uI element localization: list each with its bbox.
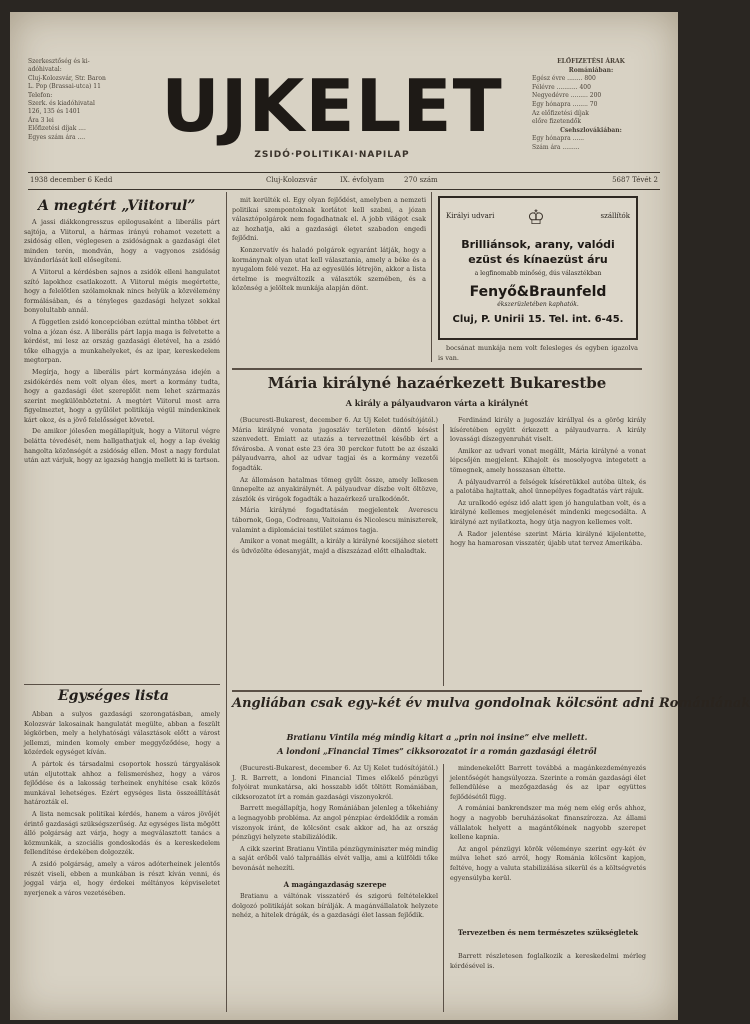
ad-below-text xyxy=(438,344,638,366)
left-info-line: Cluj-Kolozsvár, Str. Baron xyxy=(28,74,106,82)
article-title-viitorul: A megtért „Viitorul” xyxy=(38,198,196,214)
column-rule xyxy=(443,424,444,686)
masthead-right-prices xyxy=(532,58,650,153)
paragraph: A pályaudvarról a felségek kíséretükkel autóba ültek, és a palotába hajtattak, ahol ünnepélyes fogadtatás várt rájuk. xyxy=(450,477,646,496)
ad-line-5: ékszerüzletében kaphatók. xyxy=(497,301,579,308)
paragraph: A független zsidó koncepcióban ezúttal mintha többet ért volna a józan ész. A liberális párt lapja maga is felvetette a kérdést, mi lesz az ország gazdasági életével, ha a zsidó tőke elhagyja a munkahelyeket, és az ipar, kereskedelem megtorpan. xyxy=(24,317,220,365)
article-title-anglia: Angliában csak egy-két év mulva gondolnak kölcsönt adni Romániának xyxy=(232,696,750,711)
newspaper-subtitle: ZSIDÓ·POLITIKAI·NAPILAP xyxy=(254,150,410,160)
paragraph: (Bucuresti-Bukarest, december 6. Az Uj Kelet tudósítójától.) Mária királyné vonata jugoszláv területen döntő késést szenvedett. Emiatt az utazás a tervezettnél később ért a fővárosba. A vonat este 23 óra 30 perckor futott be az északi pályaudvarra, ahol az udvar tagjai és a kormány vezetői fogadták. xyxy=(232,416,438,472)
paragraph: A Rador jelentése szerint Mária királyné kijelentette, hogy ha hamarosan visszatér, újabb utat tervez Amerikába. xyxy=(450,529,646,548)
left-info-line: Egyes szám ára .... xyxy=(28,133,86,141)
article-body-viitorul xyxy=(24,218,220,680)
paragraph: A jassi diákkongresszus epilogusaként a liberális párt sajtója, a Viitorul, a hármas irányú rohamot vezetett a zsidóság ellen, véglegesen a zsidóságnak a gazdasági élet minden terén, mondván, hogy a vagyonos zsidóság kivándorlását kell elősegíteni. xyxy=(24,218,220,265)
price-line: Romániában: xyxy=(568,66,614,74)
article-subtitle-maria: A király a pályaudvaron várta a királynét xyxy=(345,398,529,408)
section-divider xyxy=(232,690,642,692)
paragraph: (Bucuresti-Bukarest, december 6. Az Uj Kelet tudósítójától.) J. R. Barrett, a londoni Financial Times előkelő pénzügyi folyóirat munkatársa, aki hosszabb időt töltött Romániában, cikksorozatot írt a román gazdasági viszonyokról. xyxy=(232,764,438,801)
paragraph: Ferdinánd király a jugoszláv királlyal és a görög király kíséretében együtt érkezett a pályaudvarra. A király lovassági díszegyenruhát viselt. xyxy=(450,416,646,444)
price-line: Egész évre ........ 800 xyxy=(532,75,596,83)
paragraph: mindenekelőtt Barrett továbbá a magánkezdeményezés jelentőségét hangsúlyozza. Szerinte a román gazdasági élet fellendülése a mezőgazdaság és az ipar együttes fejlődésétől függ. xyxy=(450,764,646,801)
article-subtitle-1: Bratianu Vintila még mindig kitart a „prin noi insine” elve mellett. xyxy=(286,732,588,742)
paragraph: Konzervatív és haladó polgárok egyaránt látják, hogy a kormánynak olyan utat kell választania, amely a béke és a nyugalom felé vezet. Ha az egyesülés létrejön, akkor a lista értelme is megváltozik a választók szemében, és a közönség a jelöltek munkája alapján dönt. xyxy=(232,245,426,293)
right-section-heading: Tervezetben és nem természetes szükségletek xyxy=(457,928,639,937)
dateline-number: 270 szám xyxy=(404,176,438,184)
dateline-year: IX. évfolyam xyxy=(340,176,385,184)
paragraph: Abban a sulyos gazdasági szorongatásban, amely Kolozsvár lakosainak hangulatát megülte, abban a feszült légkörben, mely a helyhatósági választások előtt a várost jellemzi, minden komoly ember meggyőződése, hogy a közérdek egységet kíván. xyxy=(24,710,220,757)
paragraph: Mária királyné fogadtatásán megjelentek Averescu tábornok, Goga, Codreanu, Vaitoianu és Nicolescu miniszterek, valamint a diplomáciai testület számos tagja. xyxy=(232,506,438,534)
price-line: előre fizetendők xyxy=(532,118,582,126)
left-info-line: 126, 135 és 1401 xyxy=(28,108,81,116)
column-rule xyxy=(431,192,432,362)
paragraph: Az angol pénzügyi körök véleménye szerint egy-két év múlva lehet szó arról, hogy Románia kölcsönt kapjon, feltéve, hogy a valuta stabilizálása sikerül és a költségvetés egyensúlyba kerül. xyxy=(450,844,646,882)
paragraph: A cikk szerint Bratianu Vintila pénzügyminiszter még mindig a saját erőből való talpraállás elvét vallja, ami a külföldi tőke bevonását nehezíti. xyxy=(232,844,438,872)
ad-address: Cluj, P. Unirii 15. Tel. int. 6-45. xyxy=(452,314,624,325)
paragraph: A lista nemcsak politikai kérdés, hanem a város jövőjét érintő gazdasági szükségszerűség. Az egységes lista mögött álló polgárság azt várja, hogy a megválasztott tanács a közmunkák, a szociális gondoskodás és a kereskedelem fellendítése érdekében dolgozzék. xyxy=(24,809,220,857)
paragraph: Bratianu a váltónak visszatérő és szigorú feltételekkel dolgozó politikáját sokan bírálják. A magánvállalatok helyzete nehéz, a hitelek drágák, és a gazdasági élet lassan fejlődik. xyxy=(232,892,438,920)
newspaper-title: UJKELET xyxy=(161,64,503,148)
dateline-city: Cluj-Kolozsvár xyxy=(266,176,318,184)
left-info-line: adóhivatal: xyxy=(28,66,62,74)
paragraph: Az állomáson hatalmas tömeg gyűlt össze, amely lelkesen ünnepelte az anyakirálynét. A pályaudvar díszbe volt öltözve, zászlók és virágok fogadták a hazaérkező uralkodónőt. xyxy=(232,475,438,503)
ad-line-1: Brilliánsok, arany, valódi xyxy=(461,238,615,251)
left-info-line: L. Pop (Brassai-utca) 11 xyxy=(28,83,101,91)
paragraph: Amikor a vonat megállt, a király a királyné kocsijához sietett és üdvözölte édesanyját, majd a díszszázad előtt elhaladtak. xyxy=(232,537,438,555)
article-title-egyseges-lista: Egységes lista xyxy=(58,688,169,704)
dateline-right: 5687 Tévét 2 xyxy=(612,176,658,184)
price-line: Szám ára ......... xyxy=(532,143,580,151)
article-body-anglia-col1 xyxy=(232,764,438,878)
article-body-anglia-col2b xyxy=(450,952,646,1012)
masthead-left-info xyxy=(28,58,138,142)
paragraph: Megírja, hogy a liberális párt kormányzása idején a zsidókérdés nem volt olyan éles, mert a kormány tudta, hogy a gazdasági élet szereplőit nem lehet származás szerint megkülönböztetni. A megtért Viitorul most arra figyelmeztet, hogy a gyűlölet politikája végül mindenkinek kárt okoz, és a jövő felelősséget követel. xyxy=(24,367,220,424)
article-body-anglia-col2 xyxy=(450,764,646,926)
article-body-egyseges-lista xyxy=(24,710,220,1012)
left-info-line: Szerk. és kiadóhivatal xyxy=(28,100,95,108)
left-info-line: Ára 3 lei xyxy=(28,116,54,124)
jeweller-advertisement xyxy=(438,196,638,340)
paragraph: mit kerülték el. Egy olyan fejlődést, amelyben a nemzeti politikai szempontoknak korlátot kell szabni, a józan választópolgárok nem fogadhatnak el. A jobb világot csak az hozhatja, aki a gazdasági életet szabadon engedi fejlődni. xyxy=(232,196,426,243)
dateline-date: 1938 december 6 Kedd xyxy=(30,176,113,184)
dateline-bar xyxy=(28,172,660,190)
ad-top-left: Királyi udvari xyxy=(446,212,495,220)
paragraph: Barrett megállapítja, hogy Romániában jelenleg a tőkehiány a legnagyobb probléma. Az angol pénzpiac érdeklődik a román viszonyok iránt, de kölcsönt csak akkor ad, ha az ország pénzügyi helyzete stabilizálódik. xyxy=(232,804,438,842)
price-line: ELŐFIZETÉSI ÁRAK xyxy=(557,58,625,65)
article-body-maria-col1 xyxy=(232,416,438,684)
paragraph: Az uralkodó egész idő alatt igen jó hangulatban volt, és a királyné kellemes megjelenését mindenki megcsodálta. A királyné azt nyilatkozta, hogy útja nagyon kellemes volt. xyxy=(450,498,646,526)
paragraph: A Viitorul a kérdésben sajnos a zsidók elleni hangulatot szító lapokhoz csatlakozott. A Viitorul mégis megértette, hogy a felelőtlen szólamoknak nincs helyük a közvélemény formálásában, és a tényleges gazdasági helyzet sokkal bonyolultabb annál. xyxy=(24,267,220,315)
section-divider xyxy=(24,684,220,685)
price-line: Csehszlovákiában: xyxy=(560,126,622,134)
ad-line-2: ezüst és kínaezüst áru xyxy=(468,253,608,266)
price-line: Egy hónapra ........ 70 xyxy=(532,100,598,108)
article-body-maria-col2 xyxy=(450,416,646,684)
paragraph: bocsánat munkája nem volt felesleges és egyben igazolva is van. xyxy=(438,344,638,362)
paragraph: Barrett részletesen foglalkozik a kereskedelmi mérleg kérdésével is. xyxy=(450,952,646,970)
left-info-line: Előfizetési díjak .... xyxy=(28,125,86,133)
article-body-anglia-col1b xyxy=(232,892,438,1012)
midsection-heading: A magángazdaság szerepe xyxy=(283,880,387,889)
ad-top-right: szállítók xyxy=(600,212,630,220)
left-info-line: Szerkesztőség és ki- xyxy=(28,58,90,65)
ad-line-3: a legfinomabb minőség, dús választékban xyxy=(474,270,602,277)
paragraph: Amikor az udvari vonat megállt, Mária királyné a vonat lépcsőjén megjelent. Kihajolt és mosolyogva integetett a tömegnek, amely hosszasan éltette. xyxy=(450,446,646,474)
price-line: Félévre ........... 400 xyxy=(532,83,591,91)
left-info-line: Telefon: xyxy=(28,91,53,99)
article-continuation xyxy=(232,196,426,362)
price-line: Az előfizetési díjak xyxy=(532,109,589,117)
article-subtitle-2: A londoni „Financial Times” cikksorozatot ir a román gazdasági életről xyxy=(277,746,597,756)
column-rule xyxy=(443,764,444,1012)
price-line: Egy hónapra ...... xyxy=(532,135,585,143)
crown-crest-icon: ♔ xyxy=(527,205,545,229)
newspaper-page xyxy=(10,12,750,1020)
section-divider xyxy=(232,368,642,370)
column-rule xyxy=(226,192,227,1012)
paragraph: De amikor jólesően megállapítjuk, hogy a Viitorul végre belátta tévedését, nem hallgathatjuk el, hogy a lap évekig hangolta közönségét a zsidóság ellen. Most a nagy fordulat után azt várjuk, hogy az igazság hangja mellett ki is tartson. xyxy=(24,427,220,465)
paragraph: A zsidó polgárság, amely a város adóterheinek jelentős részét viseli, ebben a munkában is részt kíván venni, és joggal várja el, hogy érdekei méltányos képviseletet nyerjenek a város vezetésében. xyxy=(24,859,220,897)
article-title-maria: Mária királyné hazaérkezett Bukarestbe xyxy=(267,374,607,392)
ad-company-name: Fenyő&Braunfeld xyxy=(469,284,607,300)
price-line: Negyedévre ......... 200 xyxy=(532,92,602,100)
paragraph: A pártok és társadalmi csoportok hosszú tárgyalások után eljutottak ahhoz a felismeréshez, hogy a város fejlődése és a lakosság terheinek enyhítése csak közös munkával lehetséges. Ezért egységes lista összeállítását határozták el. xyxy=(24,759,220,807)
paragraph: A romániai bankrendszer ma még nem elég erős ahhoz, hogy a nagyobb beruházásokat finanszírozza. Az állami vállalatok helyett a magántőkének nagyobb szerepet kellene kapnia. xyxy=(450,804,646,842)
